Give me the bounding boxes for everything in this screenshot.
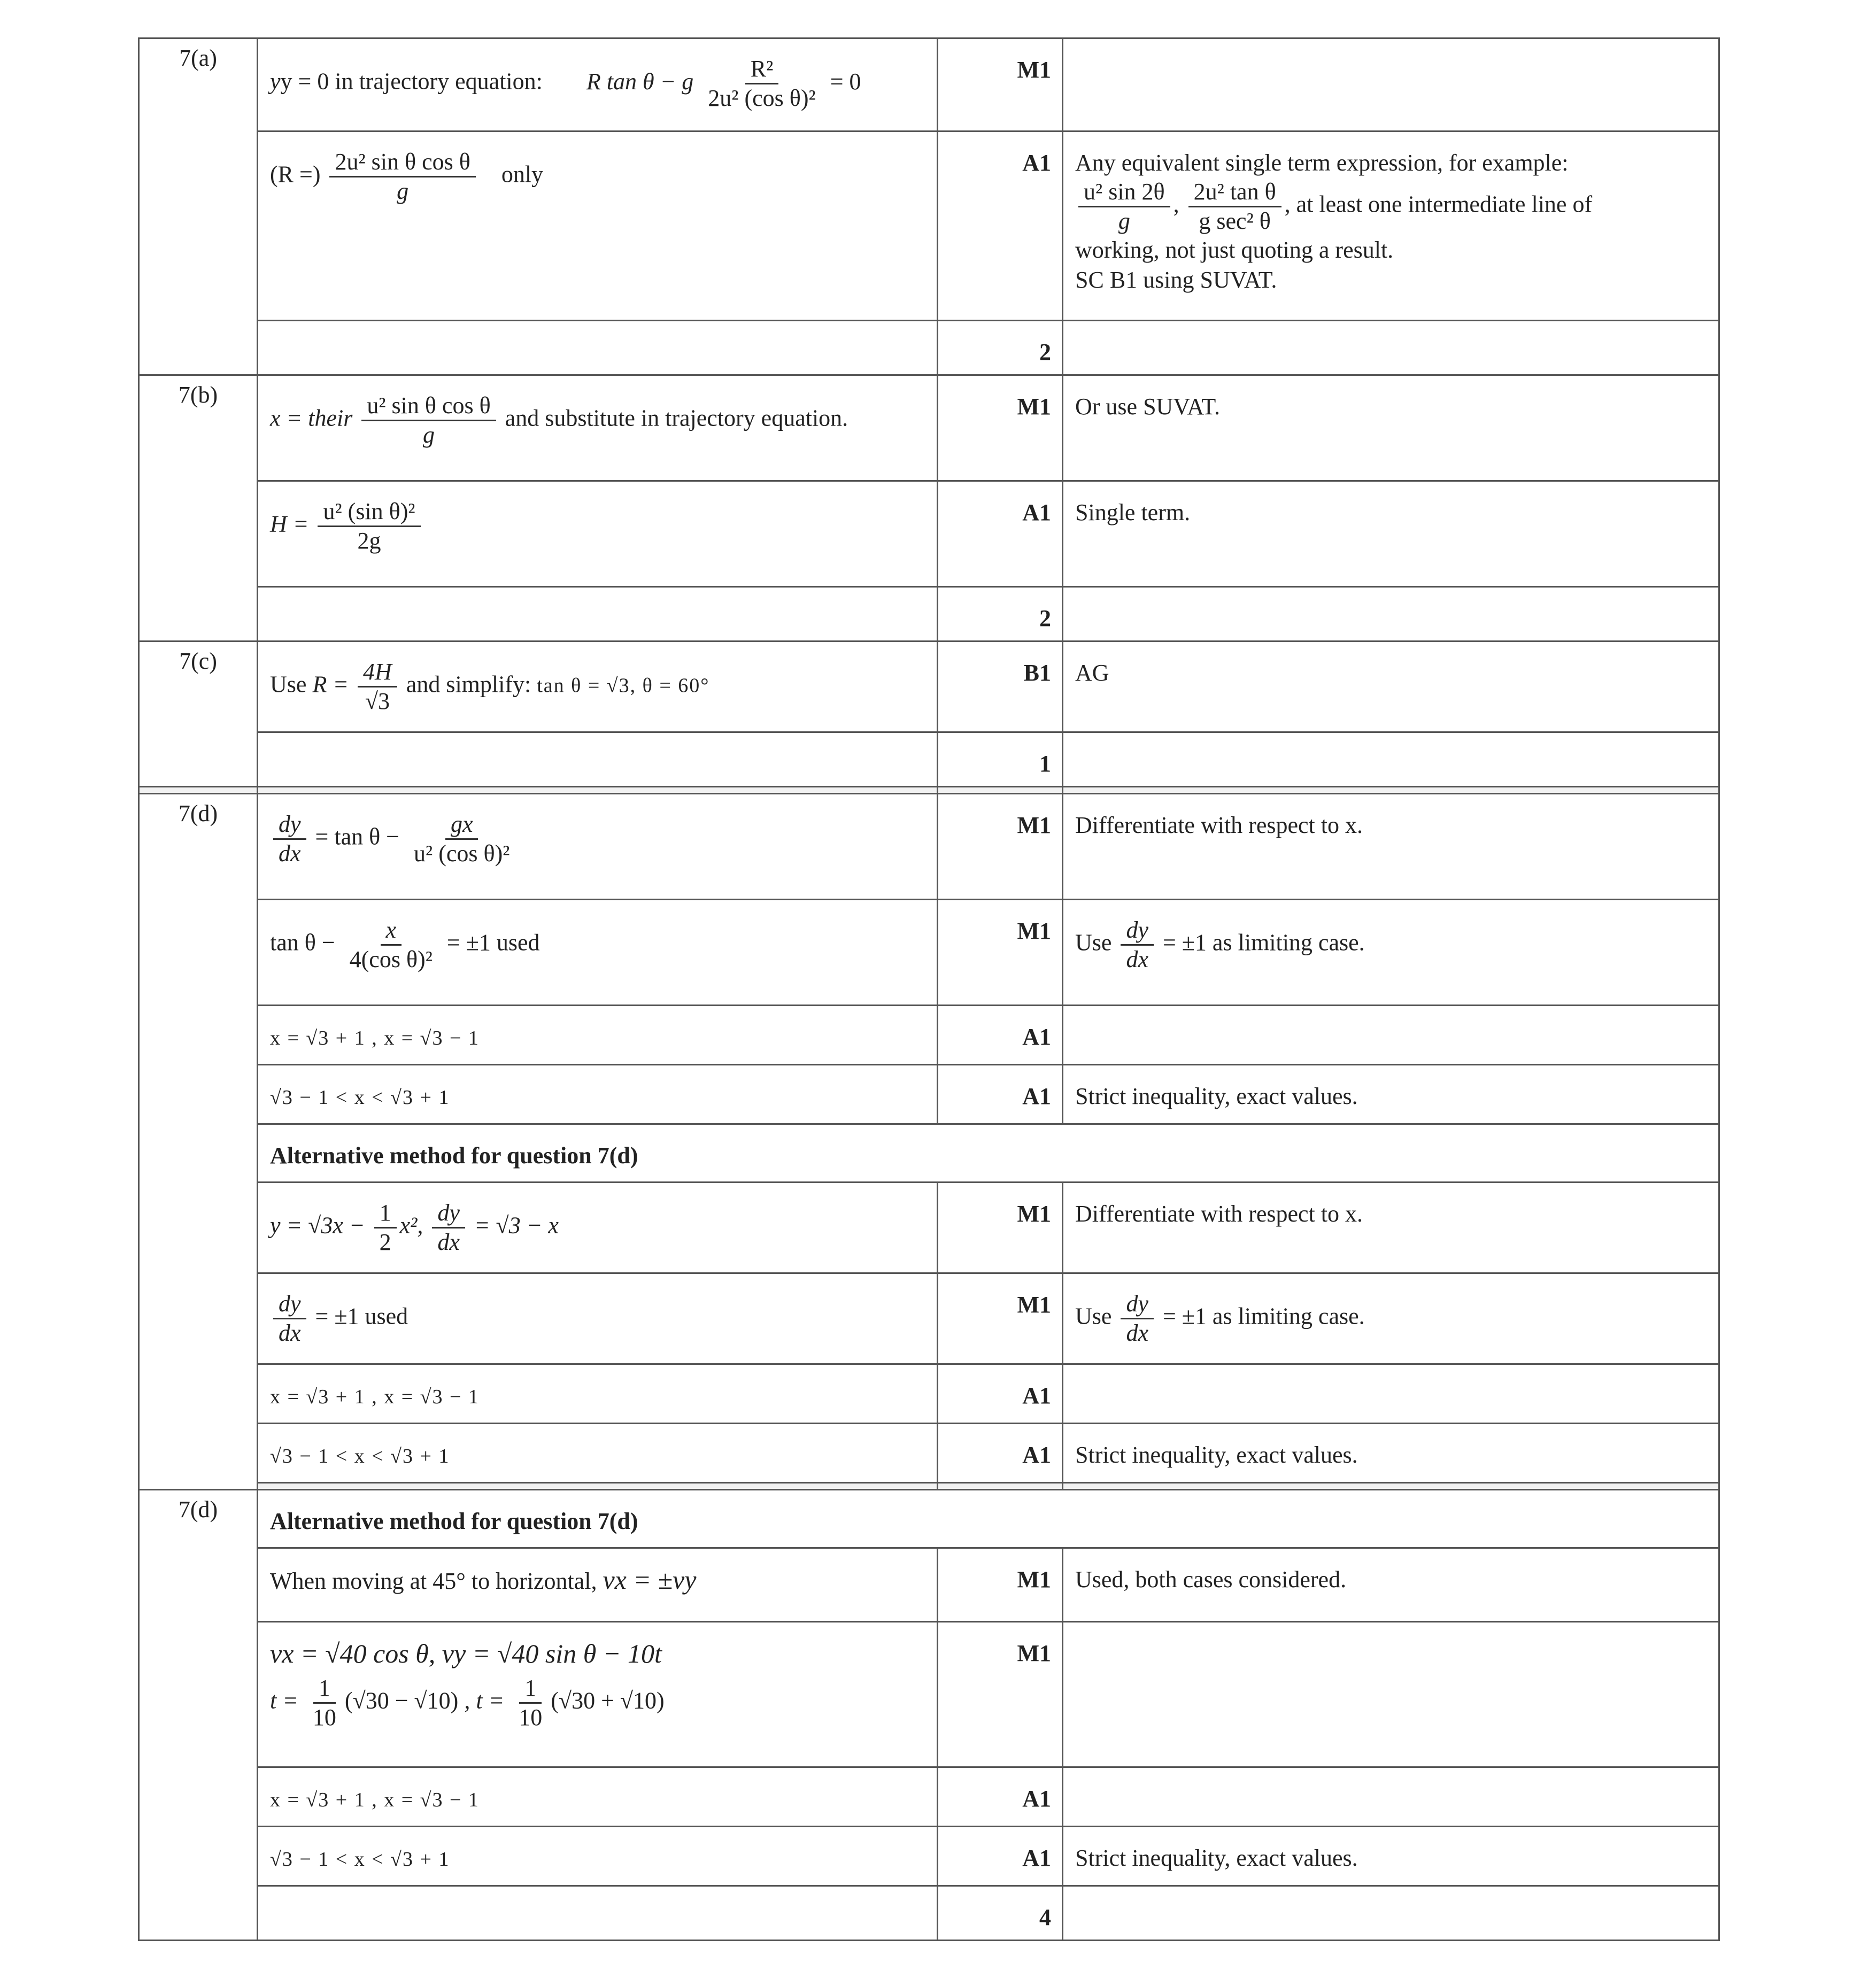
- table-row: [139, 587, 1719, 642]
- table-row: [139, 1065, 1719, 1124]
- guidance-cell: Use $\frac{dy}{dx}$ = ±1 as limiting case.: [1063, 1273, 1719, 1364]
- mark-scheme-table: [138, 37, 1720, 1941]
- answer-cell: x = √3 + 1 , x = √3 − 1: [258, 1364, 938, 1424]
- guidance-cell: [1063, 1006, 1719, 1065]
- mark-code: A1: [938, 1006, 1063, 1065]
- guidance-cell: Or use SUVAT.: [1063, 375, 1719, 481]
- guidance-cell: Use $\frac{dy}{dx}$ = ±1 as limiting case.: [1063, 900, 1719, 1006]
- answer-cell: (R =) $\frac{\text{2u² sin θ cos θ}}{g}$ only: [258, 132, 938, 321]
- table-row: [139, 1827, 1719, 1886]
- mark-code: A1: [938, 1065, 1063, 1124]
- table-row: [139, 1124, 1719, 1183]
- table-row: [139, 1622, 1719, 1767]
- table-row: [139, 1490, 1719, 1548]
- answer-cell: √3 − 1 < x < √3 + 1: [258, 1827, 938, 1886]
- alternative-method-heading: Alternative method for question 7(d): [258, 1490, 1719, 1548]
- table-row: [139, 1424, 1719, 1483]
- answer-cell: Use R = $\frac{4H}{√3}$ and simplify: tan θ = √3, θ = 60°: [258, 642, 938, 732]
- guidance-cell: Differentiate with respect to x.: [1063, 1183, 1719, 1273]
- table-row: [139, 732, 1719, 787]
- answer-cell: √3 − 1 < x < √3 + 1: [258, 1424, 938, 1483]
- math-expression: R tan θ − g $\frac{\text{R²}}{\text{2u² (cos θ)²}}$ = 0: [586, 56, 861, 111]
- guidance-cell: Differentiate with respect to x.: [1063, 794, 1719, 900]
- mark-total: 4: [938, 1886, 1063, 1941]
- guidance-cell: [1063, 321, 1719, 375]
- answer-cell: x = √3 + 1 , x = √3 − 1: [258, 1006, 938, 1065]
- answer-cell: √3 − 1 < x < √3 + 1: [258, 1065, 938, 1124]
- question-label: 7(d): [139, 1490, 258, 1941]
- mark-code: A1: [938, 1364, 1063, 1424]
- answer-cell: tan θ − $\frac{x}{\text{4(cos θ)²}}$ = ±1 used: [258, 900, 938, 1006]
- table-row: [139, 1548, 1719, 1622]
- answer-cell: [258, 732, 938, 787]
- mark-code: A1: [938, 132, 1063, 321]
- table-row: [139, 1183, 1719, 1273]
- mark-code: A1: [938, 481, 1063, 587]
- table-row: [139, 375, 1719, 481]
- guidance-cell: [1063, 1364, 1719, 1424]
- guidance-cell: Used, both cases considered.: [1063, 1548, 1719, 1622]
- mark-code: M1: [938, 38, 1063, 132]
- answer-cell: $\frac{dy}{dx}$ = ±1 used: [258, 1273, 938, 1364]
- answer-cell: When moving at 45° to horizontal, vx = ±vy: [258, 1548, 938, 1622]
- table-row: [139, 1006, 1719, 1065]
- table-row: [139, 1364, 1719, 1424]
- guidance-cell: Any equivalent single term expression, for example: $\frac{\text{u² sin 2θ}}{g}$ , $\frac{\text{2u² tan θ}}{\text{g sec² θ}}$ , at least one intermediate line of working, not just quoting a result. SC B1 using SUVAT.: [1063, 132, 1719, 321]
- alternative-method-heading: Alternative method for question 7(d): [258, 1124, 1719, 1183]
- mark-code: M1: [938, 900, 1063, 1006]
- guidance-cell: Strict inequality, exact values.: [1063, 1827, 1719, 1886]
- question-label: 7(a): [139, 38, 258, 375]
- table-row: [139, 1767, 1719, 1827]
- table-row: [139, 481, 1719, 587]
- mark-total: 1: [938, 732, 1063, 787]
- guidance-cell: [1063, 1767, 1719, 1827]
- answer-cell: y = √3x − $\frac{1}{2}$ x², $\frac{dy}{dx}$ = √3 − x: [258, 1183, 938, 1273]
- table-row: [139, 38, 1719, 132]
- mark-code: A1: [938, 1827, 1063, 1886]
- guidance-cell: [1063, 732, 1719, 787]
- mark-code: M1: [938, 1273, 1063, 1364]
- answer-cell: [258, 321, 938, 375]
- guidance-cell: [1063, 1622, 1719, 1767]
- mark-code: A1: [938, 1424, 1063, 1483]
- guidance-cell: [1063, 1886, 1719, 1941]
- table-row: [139, 1886, 1719, 1941]
- mark-code: M1: [938, 794, 1063, 900]
- mark-total: 2: [938, 321, 1063, 375]
- mark-code: M1: [938, 1622, 1063, 1767]
- mark-code: M1: [938, 375, 1063, 481]
- guidance-cell: Strict inequality, exact values.: [1063, 1424, 1719, 1483]
- table-row: [139, 132, 1719, 321]
- question-label: 7(c): [139, 642, 258, 787]
- answer-cell: [258, 1886, 938, 1941]
- answer-cell: $\frac{dy}{dx}$ = tan θ − $\frac{gx}{\text{u² (cos θ)²}}$: [258, 794, 938, 900]
- guidance-cell: AG: [1063, 642, 1719, 732]
- mark-code: M1: [938, 1548, 1063, 1622]
- table-row: [139, 794, 1719, 900]
- mark-code: A1: [938, 1767, 1063, 1827]
- guidance-cell: [1063, 38, 1719, 132]
- section-separator: [139, 1483, 1719, 1490]
- section-separator: [139, 787, 1719, 794]
- question-label: 7(d): [139, 794, 258, 1490]
- answer-cell: x = their $\frac{\text{u² sin θ cos θ}}{g}$ and substitute in trajectory equation.: [258, 375, 938, 481]
- guidance-cell: Strict inequality, exact values.: [1063, 1065, 1719, 1124]
- answer-cell: [258, 587, 938, 642]
- guidance-cell: Single term.: [1063, 481, 1719, 587]
- mark-code: M1: [938, 1183, 1063, 1273]
- mark-total: 2: [938, 587, 1063, 642]
- answer-cell: H = $\frac{\text{u² (sin θ)²}}{2g}$: [258, 481, 938, 587]
- mark-code: B1: [938, 642, 1063, 732]
- table-row: [139, 900, 1719, 1006]
- table-row: [139, 1273, 1719, 1364]
- answer-cell: vx = √40 cos θ, vy = √40 sin θ − 10t t = $\frac{1}{10}$ (√30 − √10) , t = $\frac{1}{10}$ (√30 + √10): [258, 1622, 938, 1767]
- answer-cell: yy = 0 in trajectory equation: R tan θ − g $\frac{\text{R²}}{\text{2u² (cos θ)²}}$ = 0: [258, 38, 938, 132]
- answer-cell: x = √3 + 1 , x = √3 − 1: [258, 1767, 938, 1827]
- table-row: [139, 321, 1719, 375]
- question-label: 7(b): [139, 375, 258, 642]
- guidance-cell: [1063, 587, 1719, 642]
- mark-scheme-page: [138, 37, 1718, 1941]
- table-row: [139, 642, 1719, 732]
